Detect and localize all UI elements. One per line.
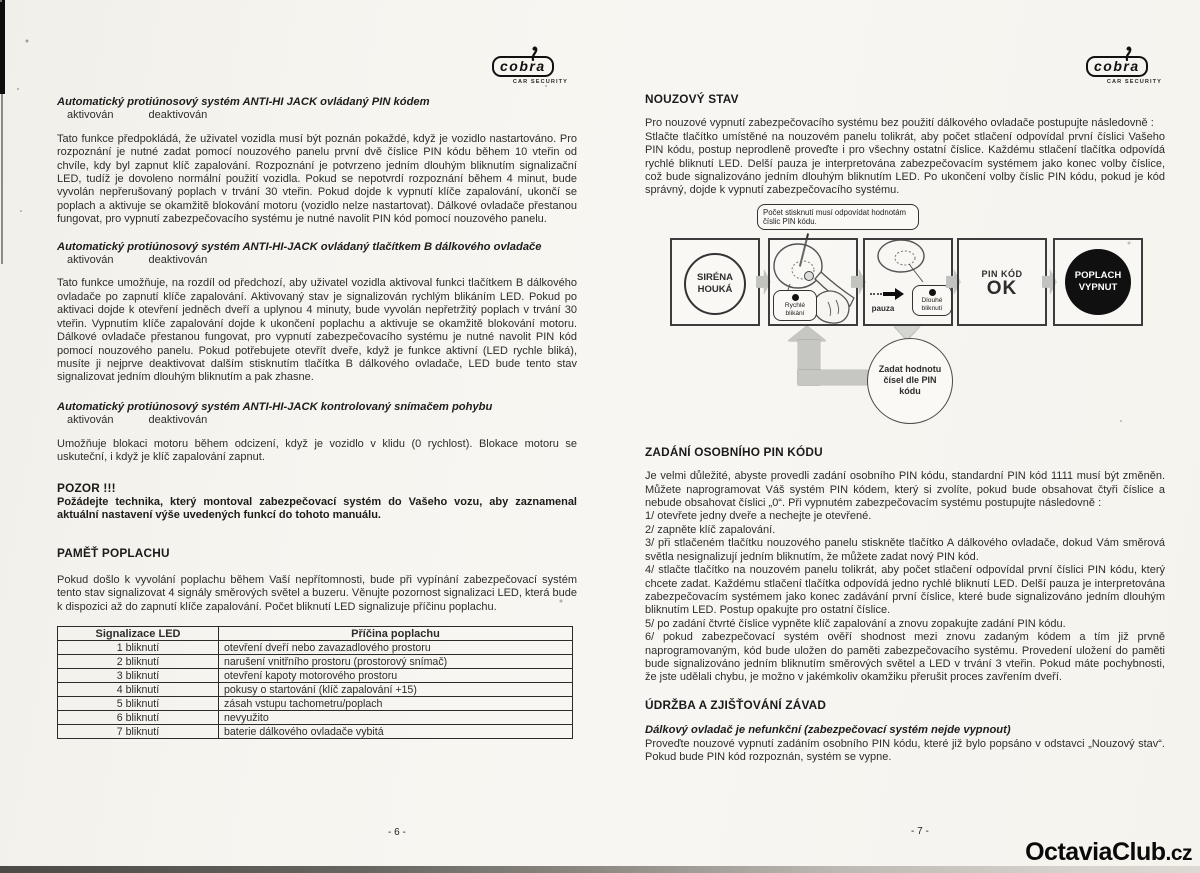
state-inactive-label: deaktivován: [148, 414, 208, 427]
pin-code-label: PIN KÓD: [981, 269, 1023, 280]
section-body: Umožňuje blokaci motoru během odcizení, když je vozidlo v klidu (0 rychlost). Blokace motoru se uskuteční, i když je klíč zapalování zapnut.: [57, 437, 577, 463]
alarm-cause: baterie dálkového ovladače vybitá: [219, 725, 573, 739]
page-left: [57, 96, 577, 739]
table-row: [58, 697, 573, 711]
state-line: [57, 254, 577, 267]
maintenance-title: ÚDRŽBA A ZJIŠŤOVÁNÍ ZÁVAD: [645, 697, 827, 712]
alarm-cause: zásah vstupu tachometru/poplach: [219, 697, 573, 711]
led-count: 1 bliknutí: [58, 641, 219, 655]
pause-indicator: [870, 288, 896, 316]
cobra-logo-tagline: CAR SECURITY: [1106, 79, 1162, 85]
led-count: 4 bliknutí: [58, 683, 219, 697]
table-header-row: [58, 627, 573, 641]
table-row: [58, 669, 573, 683]
long-blink-text: Dlouhé bliknutí: [921, 297, 943, 312]
section-body: Tato funkce umožňuje, na rozdíl od předchozí, aby uživatel vozidla aktivoval funkci tlačítkem B dálkového ovladače po zapnutí klíče zapalování. Aktivovaný stav je signalizován rychlým blikáním LED. Pokud po aktivaci dojde k otevření jedněch dveří a uplynou 4 minuty, bude vyvolán nepřetržitý poplach v trvání 30 vteřin. Vypnutím klíče zapalování dojde k ukončení poplachu a aktivuje se okamžitě blokování motoru. Dálkové ovladače přestanou fungovat, pro vypnutí zabezpečovacího systému je nutné navolit PIN kód pomocí nouzového panelu. Pokud potřebujete otevřít dveře, když je funkce aktivní (LED rychle bliká), musíte ji nejprve deaktivovat dalším stisknutím tlačítka B dálkového ovladače, LED bude tento stav signalizovat jedním dlouhým bliknutím a pak zhasne.: [57, 277, 577, 384]
state-line: [57, 414, 577, 427]
section-title-antihijack-motion: Automatický protiúnosový systém ANTI-HI-JACK kontrolovaný snímačem pohybu: [57, 400, 493, 413]
pause-dash-icon: [870, 293, 882, 295]
flow-box-alarm-off: [1053, 238, 1143, 326]
led-icon: [792, 294, 799, 301]
alarm-cause: otevření dveří nebo zavazadlového prostoru: [219, 641, 573, 655]
flow-callout: Počet stisknutí musí odpovídat hodnotám číslic PIN kódu.: [757, 204, 919, 230]
table-row: [58, 641, 573, 655]
state-inactive-label: deaktivován: [148, 254, 208, 267]
alarm-cause: narušení vnitřního prostoru (prostorový snímač): [219, 655, 573, 669]
led-count: 5 bliknutí: [58, 697, 219, 711]
pin-step: 5/ po zadání čtvrté číslice vypněte klíč zapalování a znovu zopakujte zadání PIN kódu.: [645, 617, 1066, 630]
flow-box-press-button: [768, 238, 858, 326]
led-count: 2 bliknutí: [58, 655, 219, 669]
led-count: 6 bliknutí: [58, 711, 219, 725]
section-title-antihijack-pin: Automatický protiúnosový systém ANTI-HI JACK ovládaný PIN kódem: [57, 96, 430, 108]
led-count: 3 bliknutí: [58, 669, 219, 683]
page-number-left: - 6 -: [388, 827, 406, 838]
warning-title: POZOR !!!: [57, 481, 116, 496]
led-icon: [929, 289, 936, 296]
pin-ok-label: OK: [986, 277, 1018, 299]
pause-text: pauza: [871, 304, 895, 314]
dial-illustration: [865, 240, 951, 286]
cobra-logo: [492, 56, 572, 85]
section-body: Tato funkce předpokládá, že uživatel vozidla musí být poznán pokaždé, když je vozidlo nastartováno. Pro rozpoznání je nutné zadat pomocí nouzového panelu první dvě číslice PIN kódu během 10 vteřin od chvíle, kdy byl zapnut klíč zapalování. Rozpoznání je potvrzeno jedním dlouhým bliknutím signalizační LED, tudíž je dovoleno normální použití vozidla. Pokud se nepotvrdí rozpoznání během 4 minut, bude vyvolán nepřerušovaný poplach v trvání 30 vteřin. Pokud dojde k vypnutí klíče zapalování, ukončí se poplach a aktivuje se okamžitě blokování motoru (vozidlo nelze nastartovat). Dálkové ovladače přestanou fungovat, pro vypnutí zabezpečovacího systému je nutné navolit PIN kód pomocí nouzového panelu.: [57, 132, 577, 226]
siren-label: SIRÉNA HOUKÁ: [684, 253, 746, 315]
emergency-intro: Pro nouzové vypnutí zabezpečovacího systému bez použití dálkového ovladače postupujte následovně :: [645, 117, 1154, 130]
page-right: [645, 93, 1165, 764]
state-active-label: aktivován: [67, 109, 114, 122]
cobra-logo-text: cobra: [492, 56, 554, 77]
maintenance-subtitle: Dálkový ovladač je nefunkční (zabezpečovací systém nejde vypnout): [645, 724, 1011, 737]
state-active-label: aktivován: [67, 414, 114, 427]
maintenance-body: Proveďte nouzové vypnutí zadáním osobního PIN kódu, které již bylo popsáno v odstavci „Nouzový stav“. Pokud bude PIN kód rozpoznán, systém se vypne.: [645, 737, 1165, 763]
pin-step: 3/ při stlačeném tlačítku nouzového panelu stiskněte tlačítko A dálkového ovladače, dokud Vám směrová světla nesignalizují jedním bliknutím, že můžete zadat nový PIN kód.: [645, 537, 1165, 563]
arrow-up-icon: [788, 326, 826, 341]
watermark-name: OctaviaClub: [1025, 838, 1166, 866]
emergency-body: Stlačte tlačítko umístěné na nouzovém panelu tolikrát, aby počet stlačení odpovídal první číslici Vašeho PIN kódu, postup neprodleně proveďte i pro všechny ostatní číslice. Každému stlačení tlačítka odpovídá rychlé bliknutí LED. Delší pauza je interpretována zabezpečovacím systémem jako konec volby číslice, což bude signalizováno jedním dlouhým bliknutím LED. Po ukončení volby číslic PIN kódu, pokud je kód správný, dojde k vypnutí zabezpečovacího systému.: [645, 130, 1165, 197]
table-row: [58, 725, 573, 739]
flow-box-siren: [670, 238, 760, 326]
emergency-title: NOUZOVÝ STAV: [645, 92, 739, 106]
pin-entry-title: ZADÁNÍ OSOBNÍHO PIN KÓDU: [645, 444, 823, 459]
alarm-cause: nevyužito: [219, 711, 573, 725]
scan-edge-artifact-light: [1, 94, 3, 264]
table-row: [58, 655, 573, 669]
pin-step: 6/ pokud zabezpečovací systém ověří shodnost mezi znovu zadaným kódem a tím již prvně naprogramovaným, kód bude uložen do paměti zabezpečovacího systému. Provedení uložení do paměti bude signalizováno jedním bliknutím směrových světel a LED v trvání 3 vteřin. Pokud máte pochybnosti, že jste udělali chybu, je možno v jakémkoliv okamžiku přerušit proces zavřením dveří.: [645, 631, 1165, 684]
flow-circle-enter-pin: Zadat hodnotu čísel dle PIN kódu: [867, 338, 953, 424]
alarm-off-label: POPLACH VYPNUT: [1065, 249, 1131, 315]
alarm-memory-body: Pokud došlo k vyvolání poplachu během Vaší nepřítomnosti, bude při vypínání zabezpečovací systém tento stav signalizovat 4 signály směrových světel a buzeru. Věnujte pozornost signalizaci LED, která bude k dispozici až do zapnutí klíče zapalování. Počet bliknutí LED signalizuje příčinu poplachu.: [57, 573, 577, 613]
state-active-label: aktivován: [67, 254, 114, 267]
warning-body: Požádejte technika, který montoval zabezpečovací systém do Vašeho vozu, aby zaznamenal aktuální nastavení výše uvedených funkcí do tohoto manuálu.: [57, 495, 577, 522]
long-blink-label: [912, 285, 952, 316]
column-header-cause: Příčina poplachu: [219, 627, 573, 641]
cobra-logo-text: cobra: [1086, 56, 1148, 77]
section-title-antihijack-buttonB: Automatický protiúnosový systém ANTI-HI-JACK ovládaný tlačítkem B dálkového ovladače: [57, 240, 542, 253]
emergency-flow-diagram: [645, 204, 1165, 436]
fast-blink-label: [773, 290, 817, 321]
alarm-cause: otevření kapoty motorového prostoru: [219, 669, 573, 683]
flow-box-pin-ok: [957, 238, 1047, 326]
alarm-memory-title: PAMĚŤ POPLACHU: [57, 545, 170, 560]
alarm-cause: pokusy o startování (klíč zapalování +15): [219, 683, 573, 697]
pin-step: 1/ otevřete jedny dveře a nechejte je otevřené.: [645, 510, 872, 523]
snake-icon: [1120, 45, 1138, 61]
page-number-right: - 7 -: [911, 826, 929, 837]
pin-entry-intro: Je velmi důležité, abyste provedli zadání osobního PIN kódu, standardní PIN kód 1111 musí být změněn. Můžete naprogramovat Váš systém PIN kódem, který si zvolíte, pokud bude obsahovat čtyři číslice a nebude obsahovat číslici „0“. Při vypnutém zabezpečovacím systému postupujte následovně :: [645, 470, 1165, 510]
state-line: [57, 109, 577, 122]
scan-speckles: [0, 0, 2, 2]
scan-bottom-shadow: [0, 866, 1200, 873]
snake-icon: [526, 45, 544, 61]
arrow-shaft: [798, 370, 868, 385]
pin-step: 4/ stlačte tlačítko na nouzovém panelu tolikrát, aby počet stlačení odpovídal první číslici PIN kódu, který chcete zadat. Každému stlačení tlačítka odpovídá jedno rychlé bliknutí LED. Delší pauza je interpretována zabezpečovacím systémem jako konec zadávání první číslice, které bude signalizováno jedním dlouhým bliknutím LED. Postup opakujte pro ostatní číslice.: [645, 564, 1165, 617]
cobra-logo: [1086, 56, 1166, 85]
scan-edge-artifact: [0, 0, 5, 94]
state-inactive-label: deaktivován: [148, 109, 208, 122]
table-row: [58, 683, 573, 697]
flow-box-pause: [863, 238, 953, 326]
fast-blink-text: Rychlé blikání: [784, 302, 806, 317]
led-signal-table: [57, 626, 573, 739]
pin-entry-steps: [645, 510, 1165, 684]
pause-arrow-icon: [883, 292, 896, 296]
cobra-logo-tagline: CAR SECURITY: [512, 79, 568, 85]
watermark-tld: .cz: [1165, 842, 1192, 865]
column-header-led: Signalizace LED: [58, 627, 219, 641]
table-row: [58, 711, 573, 725]
led-count: 7 bliknutí: [58, 725, 219, 739]
watermark-octaviaclub: [1025, 838, 1192, 867]
pin-step: 2/ zapněte klíč zapalování.: [645, 523, 776, 536]
